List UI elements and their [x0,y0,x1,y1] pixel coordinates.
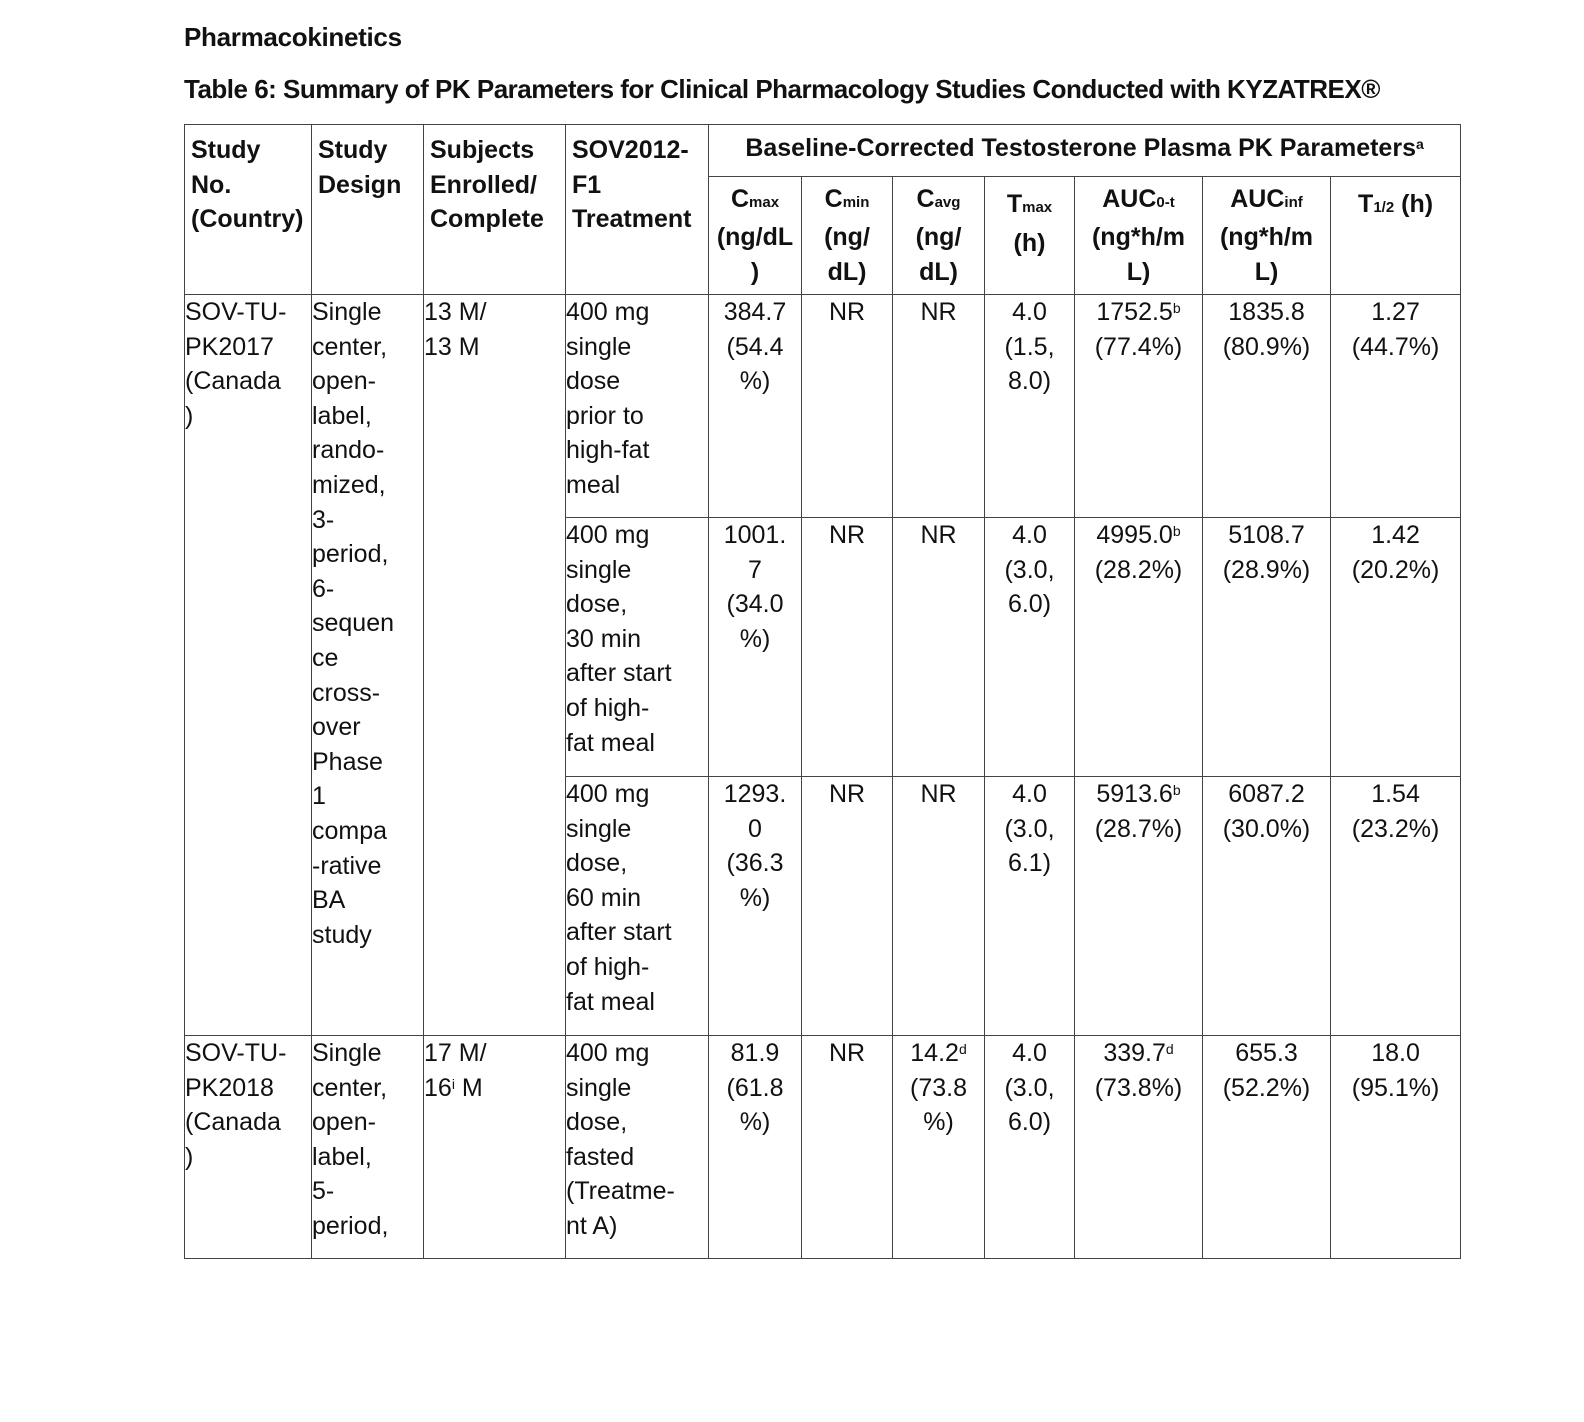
header-treatment: SOV2012- F1 Treatment [566,125,709,295]
thalf-cell: 1.54 (23.2%) [1331,777,1461,1036]
footnote-d: d [958,1041,967,1057]
footnote-i: i [451,1075,455,1092]
header-row [185,125,1461,177]
treatment-cell: 400 mg single dose, 30 min after start of high- fat meal [566,518,709,777]
header-cavg: Cavg (ng/ dL) [893,177,985,295]
aucinf-cell: 6087.2 (30.0%) [1203,777,1331,1036]
cavg-cell: NR [893,777,985,1036]
study-design-cell: Single center, open- label, rando- mized, 3- period, 6- sequen ce cross- over Phase 1 compa -rative BA study [312,295,424,1036]
auc0t-cell: 339.7$^d$ (73.8%) [1075,1036,1203,1259]
header-auc0t: AUC0-t (ng*h/m L) [1075,177,1203,295]
footnote-d: d [1165,1041,1174,1057]
cavg-cell: NR [893,295,985,518]
thalf-cell: 1.27 (44.7%) [1331,295,1461,518]
thalf-cell: 1.42 (20.2%) [1331,518,1461,777]
header-aucinf: AUCinf (ng*h/m L) [1203,177,1331,295]
table-row [185,1036,1461,1259]
study-design-cell: Single center, open- label, 5- period, [312,1036,424,1259]
header-pk-group-label: Baseline-Corrected Testosterone Plasma PK Parameters [745,134,1416,162]
subjects-cell: 13 M/ 13 M [424,295,566,1036]
cmax-cell: 81.9 (61.8 %) [709,1036,802,1259]
tmax-cell: 4.0 (3.0, 6.0) [985,518,1075,777]
header-cmax: Cmax (ng/dL ) [709,177,802,295]
header-study-design: Study Design [312,125,424,295]
table-row [185,295,1461,518]
treatment-cell: 400 mg single dose, 60 min after start of high- fat meal [566,777,709,1036]
footnote-a: a [1415,136,1424,152]
cmax-cell: 1293. 0 (36.3 %) [709,777,802,1036]
header-thalf: T1/2 (h) [1331,177,1461,295]
header-pk-group [709,125,1461,177]
auc0t-cell: 4995.0$^b$ (28.2%) [1075,518,1203,777]
tmax-cell: 4.0 (3.0, 6.0) [985,1036,1075,1259]
cmin-cell: NR [802,777,893,1036]
header-cmin: Cmin (ng/ dL) [802,177,893,295]
cmax-cell: 1001. 7 (34.0 %) [709,518,802,777]
header-subjects: Subjects Enrolled/ Complete [424,125,566,295]
tmax-cell: 4.0 (3.0, 6.1) [985,777,1075,1036]
subjects-cell: 17 M/ 16$^i$ M [424,1036,566,1259]
pk-parameters-table [184,124,1461,1259]
treatment-cell: 400 mg single dose, fasted (Treatme- nt A) [566,1036,709,1259]
aucinf-cell: 655.3 (52.2%) [1203,1036,1331,1259]
aucinf-cell: 1835.8 (80.9%) [1203,295,1331,518]
auc0t-cell: 1752.5$^b$ (77.4%) [1075,295,1203,518]
study-no-cell: SOV-TU- PK2018 (Canada ) [185,1036,312,1259]
aucinf-cell: 5108.7 (28.9%) [1203,518,1331,777]
cmin-cell: NR [802,518,893,777]
cmin-cell: NR [802,1036,893,1259]
tmax-cell: 4.0 (1.5, 8.0) [985,295,1075,518]
thalf-cell: 18.0 (95.1%) [1331,1036,1461,1259]
footnote-b: b [1172,300,1181,316]
footnote-b: b [1172,523,1181,539]
auc0t-cell: 5913.6$^b$ (28.7%) [1075,777,1203,1036]
cmax-cell: 384.7 (54.4 %) [709,295,802,518]
header-tmax: Tmax (h) [985,177,1075,295]
cavg-cell: 14.2$^d$ (73.8 %) [893,1036,985,1259]
header-study-no: Study No. (Country) [185,125,312,295]
cavg-cell: NR [893,518,985,777]
study-no-cell: SOV-TU- PK2017 (Canada ) [185,295,312,1036]
treatment-cell: 400 mg single dose prior to high-fat meal [566,295,709,518]
table-caption: Table 6: Summary of PK Parameters for Clinical Pharmacology Studies Conducted with KYZATREX® [184,74,1380,104]
footnote-b: b [1172,782,1181,798]
section-title: Pharmacokinetics [184,22,402,52]
cmin-cell: NR [802,295,893,518]
